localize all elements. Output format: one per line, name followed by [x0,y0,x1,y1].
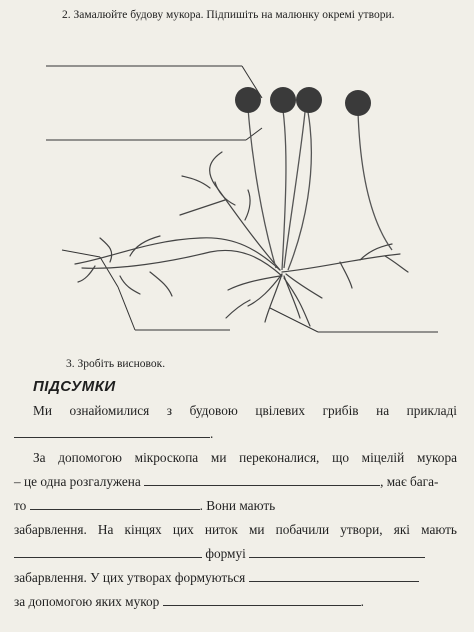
blank-4[interactable] [144,484,380,486]
summary-line-9-start: за допомогою яких мукор [14,594,160,609]
blank-9[interactable] [163,604,361,606]
task2-text: Замалюйте будову мукора. Підпишіть на малюнку окремі утвори. [73,9,395,21]
sporangiophores [248,108,392,270]
summary-line-9 [14,594,364,610]
summary-line-6: забарвлення. На кінцях цих ниток ми побачили утвори, які мають [14,522,457,537]
task3-number: 3. [66,358,75,370]
summary-line-4 [14,474,438,490]
task3-line [66,358,165,370]
sporangium-3 [296,87,322,113]
blank-7b[interactable] [249,556,425,558]
blank-7a[interactable] [14,556,202,558]
summary-line-1: Ми ознайомилися з будовою цвілевих грибів на прикладі [33,403,457,418]
summary-line-9-end: . [360,594,364,609]
pointer-line-5 [270,308,318,332]
summary-line-4-start: – це одна розгалужена [14,474,141,489]
sporangium-4 [345,90,371,116]
pointer-line-3 [100,257,118,287]
task3-text: Зробіть висновок. [77,358,166,370]
task2-number: 2. [62,9,71,21]
summary-line-5 [14,498,275,514]
hyphae [75,152,408,326]
summary-line-8 [14,570,419,586]
blank-5[interactable] [30,508,200,510]
sporangium-1 [235,87,261,113]
summary-line-4-end: , має бага- [380,474,439,489]
summary-line-2-end: . [210,426,214,441]
sporangia [235,87,371,116]
summary-line-3: За допомогою мікроскопа ми переконалися, що міцелій мукора [33,450,457,465]
summary-line-7 [14,546,425,562]
summary-line-8-start: забарвлення. У цих утворах формуються [14,570,246,585]
blank-8[interactable] [249,580,419,582]
summary-line-5-end: . Вони мають [199,498,276,513]
summary-line-2 [14,426,213,442]
blank-2[interactable] [14,436,210,438]
summary-heading: ПІДСУМКИ [33,378,116,395]
sporangium-2 [270,87,296,113]
summary-line-7-mid: формуі [205,546,246,561]
label-line-3[interactable] [62,250,100,257]
pointer-line-2 [246,128,262,140]
label-line-4[interactable] [118,287,135,330]
summary-line-5-start: то [14,498,27,513]
